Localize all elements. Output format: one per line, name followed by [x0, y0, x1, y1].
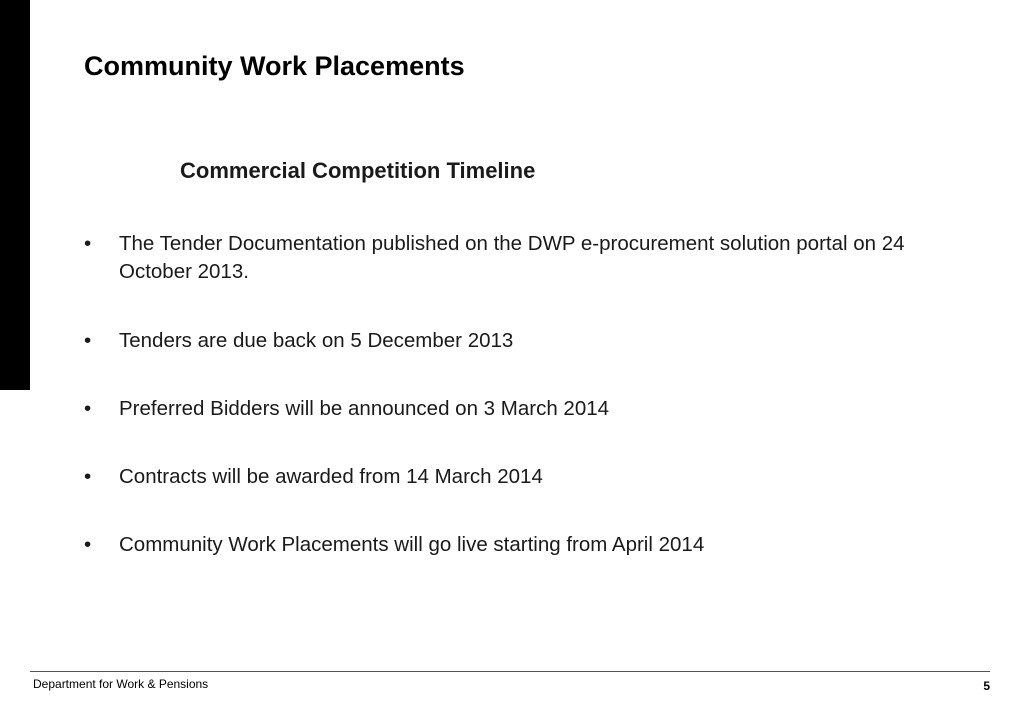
bullet-text: Community Work Placements will go live starting from April 2014	[119, 533, 705, 556]
footer-organisation: Department for Work & Pensions	[33, 677, 209, 691]
bullet-text: The Tender Documentation published on the DWP e-procurement solution portal on 24 October 2013.	[119, 232, 905, 283]
bullet-marker: •	[84, 397, 92, 420]
bullet-text: Preferred Bidders will be announced on 3 March 2014	[119, 397, 610, 420]
bullet-marker: •	[84, 533, 92, 556]
bullet-marker: •	[84, 465, 92, 488]
bullet-item	[84, 531, 914, 559]
bullet-item	[84, 230, 914, 286]
bullet-marker: •	[84, 232, 92, 255]
bullet-list	[84, 230, 914, 599]
footer-divider	[30, 671, 990, 672]
bullet-text: Tenders are due back on 5 December 2013	[119, 329, 514, 352]
slide-title: Community Work Placements	[84, 51, 465, 81]
bullet-item	[84, 395, 914, 423]
bullet-item	[84, 327, 914, 355]
bullet-item	[84, 463, 914, 491]
slide-subtitle: Commercial Competition Timeline	[180, 158, 536, 183]
left-accent-bar	[0, 0, 30, 390]
bullet-marker: •	[84, 329, 92, 352]
bullet-text: Contracts will be awarded from 14 March 2014	[119, 465, 543, 488]
page-number: 5	[983, 679, 990, 693]
